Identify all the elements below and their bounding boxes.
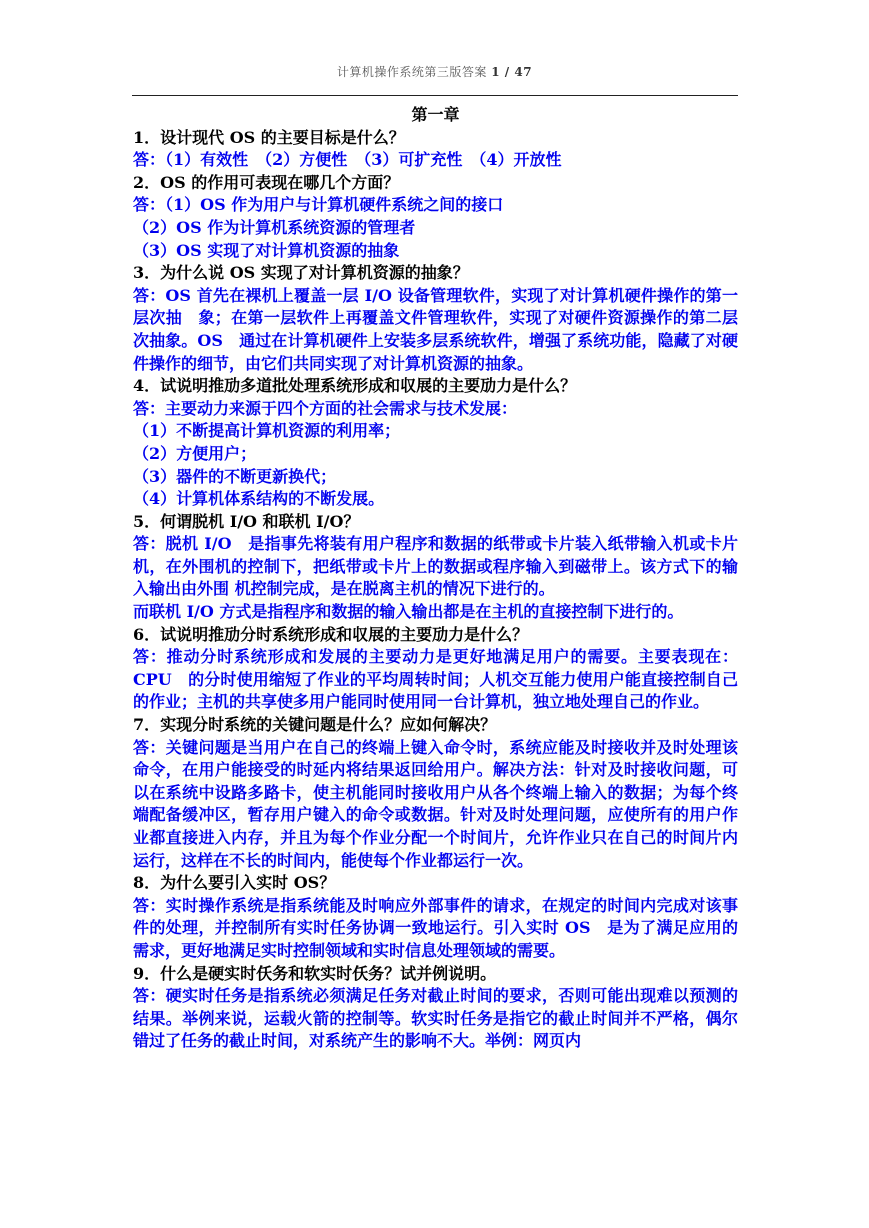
answer-text: 答：推动分时系统形成和发展的主要动力是更好地满足用户的需要。主要表现在：CPU 的分时使用缩短了作业的平均周转时间；人机交互能力使用户能直接控制自己的作业；主机的共享使多用户能同时使用同一台计算机，独立地处理自己的作业。: [133, 647, 738, 712]
question-text: 9．什么是硬实时仸务和软实时仸务？试并例说明。: [133, 963, 497, 983]
answer-text: 答：（1）OS 作为用户与计算机硬件系统之间的接口: [133, 195, 504, 215]
question-text: 2．OS 的作用可表现在哪几个方面？: [133, 172, 400, 192]
answer-text: 答：（1）有效性 （2）方便性 （3）可扩充性 （4）开放性: [133, 150, 562, 170]
answer-text: 答：主要动力来源于四个方面的社会需求与技术发展：: [133, 398, 518, 418]
document-title: 计算机操作系统第三版答案: [336, 65, 487, 79]
answer-text: （4）计算机体系结构的不断发展。: [133, 489, 385, 509]
answer-text: （2）OS 作为计算机系统资源的管理者: [133, 217, 416, 237]
page-header: [0, 63, 869, 80]
question-text: 8．为什么要引入实时 OS？: [133, 873, 336, 893]
chapter-title: 第一章: [411, 105, 460, 124]
answer-text: （2）方便用户；: [133, 443, 257, 463]
answer-text: 答：关键问题是当用户在自己的终端上键入命令时，系统应能及时接收并及时处理该命令，在用户能接受的时延内将结果返回给用户。解决方法：针对及时接收问题，可以在系统中设路多路卡，使主机能同时接收用户从各个终端上输入的数据；为每个终端配备缓冲区，暂存用户键入的命令或数据。针对及时处理问题，应使所有的用户作业都直接进入内存，并且为每个作业分配一个时间片，允许作业只在自己的时间片内运行，这样在不长的时间内，能使每个作业都运行一次。: [133, 737, 738, 870]
answer-text: 答：OS 首先在裸机上覆盖一层 I/O 设备管理软件，实现了对计算机硬件操作的第一层次抽 象；在第一层软件上再覆盖文件管理软件，实现了对硬件资源操作的第二层次抽象。OS 通过在计算机硬件上安装多层系统软件，增强了系统功能，隐藏了对硬件操作的细节，由它们共同实现了对计算机资源的抽象。: [133, 285, 738, 373]
question-text: 5．何谓脱机 I/O 和联机 I/O？: [133, 511, 360, 531]
header-divider: [132, 95, 738, 96]
page-indicator: 1 / 47: [491, 65, 533, 79]
question-text: 6．试说明推劢分时系统形成和収展的主要劢力是什么？: [133, 624, 529, 644]
answer-text: 而联机 I/O 方式是指程序和数据的输入输出都是在主机的直接控制下进行的。: [133, 602, 684, 622]
document-body: [133, 104, 738, 1053]
answer-text: （3）OS 实现了对计算机资源的抽象: [133, 240, 400, 260]
answer-text: 答：实时操作系统是指系统能及时响应外部事件的请求，在规定的时间内完成对该事件的处理，并控制所有实时任务协调一致地运行。引入实时 OS 是为了满足应用的需求，更好地满足实时控制领域和实时信息处理领域的需要。: [133, 895, 738, 960]
answer-text: 答：硬实时任务是指系统必须满足任务对截止时间的要求，否则可能出现难以预测的结果。举例来说，运载火箭的控制等。软实时任务是指它的截止时间并不严格，偶尔错过了任务的截止时间，对系统产生的影响不大。举例：网页内: [133, 986, 738, 1051]
question-text: 1．设计现代 OS 的主要目标是什么？: [133, 127, 405, 147]
question-text: 3．为什么说 OS 实现了对计算机资源的抽象？: [133, 263, 469, 283]
answer-text: （1）不断提高计算机资源的利用率；: [133, 421, 401, 441]
question-text: 7．实现分时系统的关键问题是什么？应如何解决？: [133, 715, 497, 735]
qa-list: [133, 127, 738, 1053]
answer-text: （3）器件的不断更新换代；: [133, 466, 337, 486]
answer-text: 答：脱机 I/O 是指事先将装有用户程序和数据的纸带或卡片装入纸带输入机或卡片机，在外围机的控制下，把纸带或卡片上的数据或程序输入到磁带上。该方式下的输入输出由外围 机控制完成，是在脱离主机的情况下进行的。: [133, 534, 738, 599]
question-text: 4．试说明推劢多道批处理系统形成和収展的主要劢力是什么？: [133, 376, 577, 396]
